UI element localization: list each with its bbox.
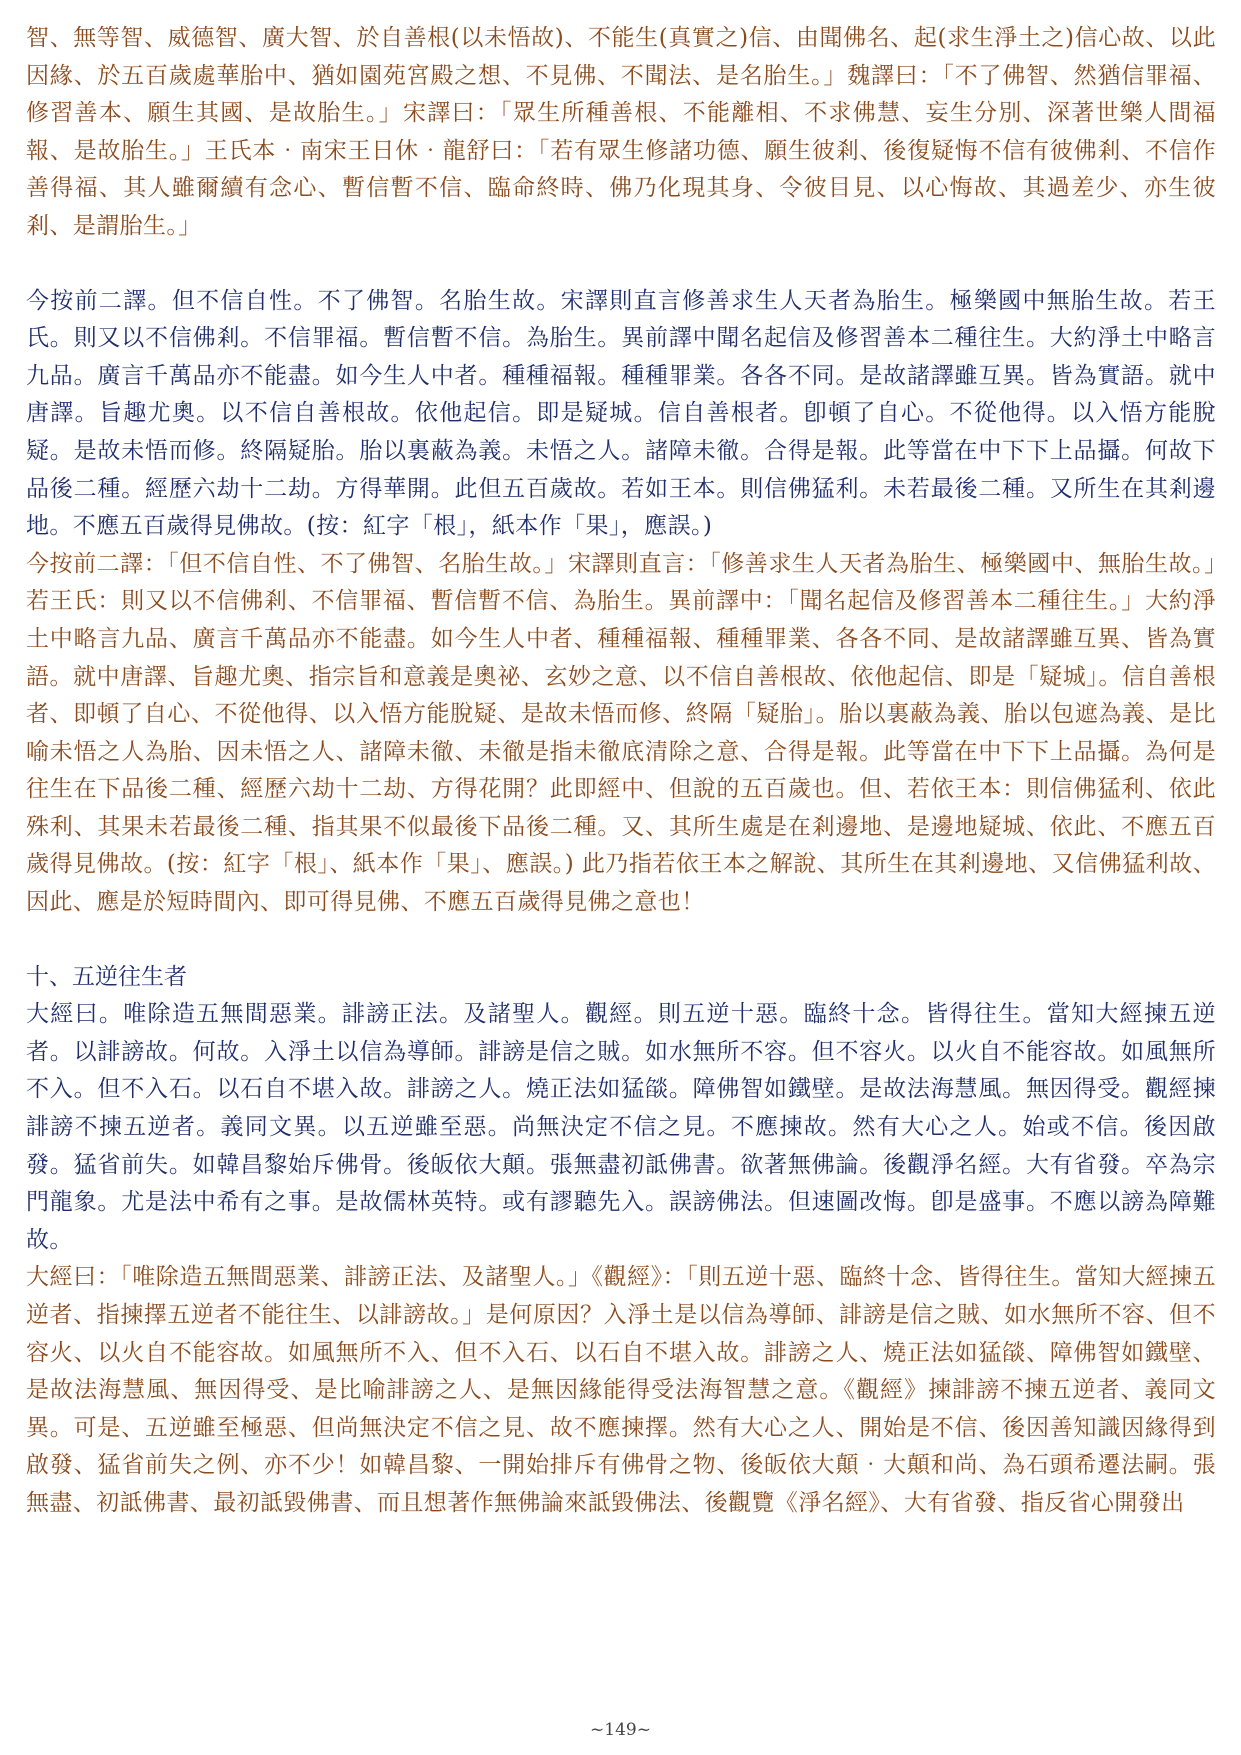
section-heading: 十、五逆往生者 — [26, 963, 187, 990]
paragraph-commentary-5: 大經曰：「唯除造五無間惡業、誹謗正法、及諸聖人。」《觀經》：「則五逆十惡、臨終十念、皆得往生。當知大經揀五逆者、指揀擇五逆者不能往生、以誹謗故。」是何原因？入淨土是以信為導師、誹謗是信之賊、如水無所不容、但不容火、以火自不能容故。如風無所不入、但不入石、以石自不堪入故。誹謗之人、燒正法如猛燄、障佛智如鐵壁、是故法海慧風、無因得受、是比喻誹謗之人、是無因緣能得受法海智慧之意。《觀經》揀誹謗不揀五逆者、義同文異。可是、五逆雖至極惡、但尚無決定不信之見、故不應揀擇。然有大心之人、開始是不信、後因善知識因緣得到啟發、猛省前失之例、亦不少！如韓昌黎、一開始排斥有佛骨之物、後皈依大顛‧大顛和尚、為石頭希遷法嗣。張無盡、初詆佛書、最初詆毀佛書、而且想著作無佛論來詆毀佛法、後觀覽《淨名經》、大有省發、指反省心開發出 — [26, 1264, 1216, 1516]
paragraph-commentary-3: 今按前二譯：「但不信自性、不了佛智、名胎生故。」宋譯則直言：「修善求生人天者為胎生、極樂國中、無胎生故。」若王氏：則又以不信佛剎、不信罪福、暫信暫不信、為胎生。異前譯中：「聞名起信及修習善本二種往生。」大約淨土中略言九品、廣言千萬品亦不能盡。如今生人中者、種種福報、種種罪業、各各不同、是故諸譯雖互異、皆為實語。就中唐譯、旨趣尤奧、指宗旨和意義是奧祕、玄妙之意、以不信自善根故、依他起信、即是「疑城」。信自善根者、即頓了自心、不從他得、以入悟方能脫疑、是故未悟而修、終隔「疑胎」。胎以裏蔽為義、胎以包遮為義、是比喻未悟之人為胎、因未悟之人、諸障未徹、未徹是指未徹底清除之意、合得是報。此等當在中下下上品攝。為何是往生在下品後二種、經歷六劫十二劫、方得花開？此即經中、但說的五百歲也。但、若依王本：則信佛猛利、依此殊利、其果未若最後二種、指其果不似最後下品後二種。又、其所生處是在剎邊地、是邊地疑城、依此、不應五百歲得見佛故。(按：紅字「根」、紙本作「果」、應誤。) 此乃指若依王本之解說、其所生在其剎邊地、又信佛猛利故、因此、應是於短時間內、即可得見佛、不應五百歲得見佛之意也！ — [26, 550, 1216, 916]
paragraph-commentary-1: 智、無等智、威德智、廣大智、於自善根(以未悟故)、不能生(真實之)信、由聞佛名、起(求生淨土之)信心故、以此因緣、於五百歲處華胎中、猶如園苑宮殿之想、不見佛、不聞法、是名胎生。」魏譯曰：「不了佛智、然猶信罪福、修習善本、願生其國、是故胎生。」宋譯曰：「眾生所種善根、不能離相、不求佛慧、妄生分別、深著世樂人間福報、是故胎生。」王氏本‧南宋王日休‧龍舒曰：「若有眾生修諸功德、願生彼剎、後復疑悔不信有彼佛剎、不信作善得福、其人雖爾續有念心、暫信暫不信、臨命終時、佛乃化現其身、令彼目見、以心悔故、其過差少、亦生彼剎、是謂胎生。」 — [26, 25, 1216, 239]
paragraph-gap — [26, 246, 1216, 283]
page-body — [26, 20, 1216, 1523]
paragraph-original-2: 今按前二譯。但不信自性。不了佛智。名胎生故。宋譯則直言修善求生人天者為胎生。極樂國中無胎生故。若王氏。則又以不信佛剎。不信罪福。暫信暫不信。為胎生。異前譯中聞名起信及修習善本二種往生。大約淨土中略言九品。廣言千萬品亦不能盡。如今生人中者。種種福報。種種罪業。各各不同。是故諸譯雖互異。皆為實語。就中唐譯。旨趣尤奧。以不信自善根故。依他起信。即是疑城。信自善根者。卽頓了自心。不從他得。以入悟方能脫疑。是故未悟而修。終隔疑胎。胎以裏蔽為義。未悟之人。諸障未徹。合得是報。此等當在中下下上品攝。何故下品後二種。經歷六劫十二劫。方得華開。此但五百歲故。若如王本。則信佛猛利。未若最後二種。又所生在其剎邊地。不應五百歲得見佛故。(按：紅字「根」，紙本作「果」，應誤。) — [26, 287, 1216, 540]
page-number: ~149~ — [590, 1720, 651, 1740]
paragraph-gap — [26, 922, 1216, 959]
paragraph-original-4: 大經曰。唯除造五無間惡業。誹謗正法。及諸聖人。觀經。則五逆十惡。臨終十念。皆得往生。當知大經揀五逆者。以誹謗故。何故。入淨土以信為導師。誹謗是信之賊。如水無所不容。但不容火。以火自不能容故。如風無所不入。但不入石。以石自不堪入故。誹謗之人。燒正法如猛燄。障佛智如鐵壁。是故法海慧風。無因得受。觀經揀誹謗不揀五逆者。義同文異。以五逆雖至惡。尚無決定不信之見。不應揀故。然有大心之人。始或不信。後因啟發。猛省前失。如韓昌黎始斥佛骨。後皈依大顛。張無盡初詆佛書。欲著無佛論。後觀淨名經。大有省發。卒為宗門龍象。尤是法中希有之事。是故儒林英特。或有謬聽先入。誤謗佛法。但速圖改悔。卽是盛事。不應以謗為障難故。 — [26, 1001, 1216, 1253]
